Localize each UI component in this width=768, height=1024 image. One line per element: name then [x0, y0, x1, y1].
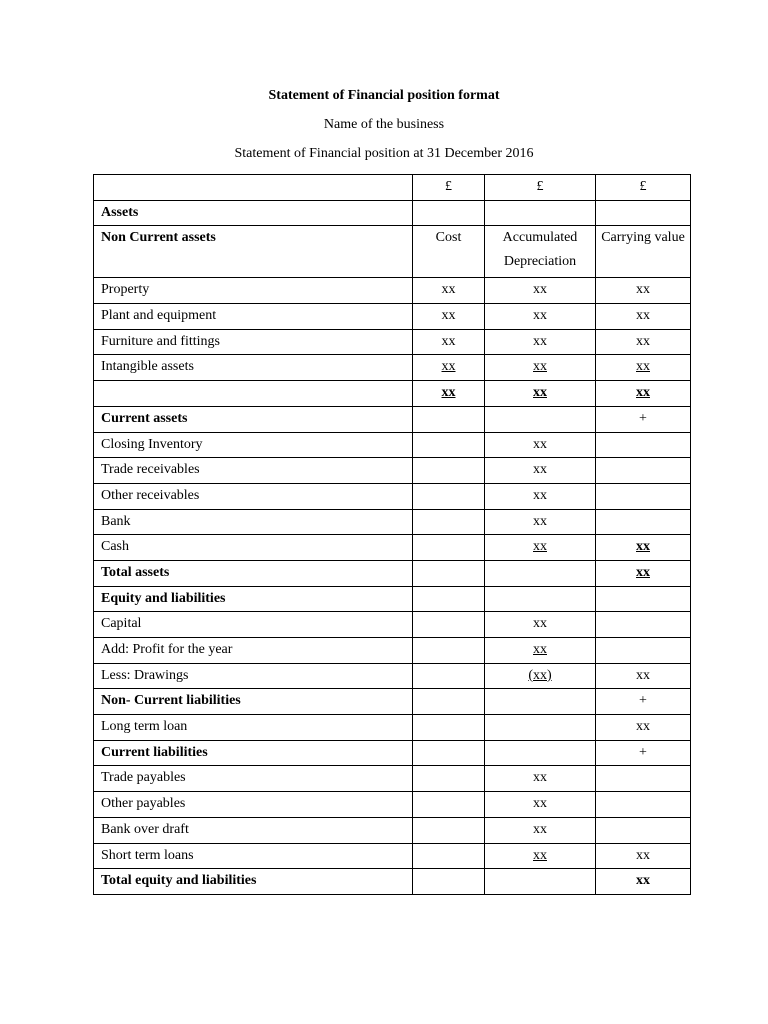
- value-carry: [596, 406, 691, 432]
- table-row: [94, 509, 691, 535]
- value-text: xx: [441, 333, 456, 349]
- value-cost: [413, 638, 485, 664]
- value-text: xx: [636, 873, 650, 889]
- row-label-short-term-loans: Short term loans: [94, 843, 413, 869]
- value-carry: [596, 432, 691, 458]
- value-carry: [596, 458, 691, 484]
- table-row: [94, 663, 691, 689]
- value-text: xx: [533, 821, 547, 837]
- currency-header-row: [94, 175, 691, 201]
- table-row: [94, 535, 691, 561]
- value-cost: [413, 406, 485, 432]
- row-label-other-receivables: Other receivables: [94, 483, 413, 509]
- table-row: [94, 304, 691, 330]
- row-label-less-drawings: Less: Drawings: [94, 663, 413, 689]
- value-carry: [596, 329, 691, 355]
- value-carry: [596, 689, 691, 715]
- value-text: xx: [533, 642, 547, 657]
- row-label-trade-payables: Trade payables: [94, 766, 413, 792]
- value-text: xx: [636, 847, 650, 863]
- value-text: xx: [636, 282, 650, 298]
- value-cost: [413, 843, 485, 869]
- table-row: [94, 715, 691, 741]
- currency-symbol-accumulated: £: [485, 175, 596, 201]
- table-row: [94, 381, 691, 407]
- table-row: [94, 432, 691, 458]
- value-cost: [413, 458, 485, 484]
- value-cost: [413, 612, 485, 638]
- value-cost: [413, 535, 485, 561]
- value-carry: [596, 638, 691, 664]
- value-text: xx: [636, 719, 650, 735]
- value-carry: [596, 740, 691, 766]
- value-cost: [413, 792, 485, 818]
- value-cost: [413, 689, 485, 715]
- value-acc: [485, 817, 596, 843]
- value-acc: [485, 355, 596, 381]
- value-carry: [596, 278, 691, 304]
- table-row: [94, 483, 691, 509]
- blank-header-cell: [94, 175, 413, 201]
- value-acc: [485, 689, 596, 715]
- value-cost: [413, 663, 485, 689]
- value-text: xx: [636, 385, 650, 401]
- row-label-total-equity-and-liabilities: Total equity and liabilities: [94, 869, 413, 895]
- table-row: [94, 278, 691, 304]
- value-carry: [596, 792, 691, 818]
- table-row: [94, 586, 691, 612]
- row-label-long-term-loan: Long term loan: [94, 715, 413, 741]
- value-acc: [485, 612, 596, 638]
- value-text: xx: [636, 359, 650, 375]
- table-row: [94, 458, 691, 484]
- value-text: +: [639, 744, 647, 760]
- row-label-closing-inventory: Closing Inventory: [94, 432, 413, 458]
- table-row: [94, 560, 691, 586]
- value-text: xx: [533, 847, 547, 863]
- table-row: [94, 355, 691, 381]
- value-text: xx: [533, 487, 547, 503]
- value-cost: [413, 715, 485, 741]
- value-text: (xx): [528, 667, 552, 683]
- value-acc: [485, 406, 596, 432]
- value-cost: [413, 560, 485, 586]
- table-row: [94, 792, 691, 818]
- row-label-current-assets: Current assets: [94, 406, 413, 432]
- row-label-bank-over-draft: Bank over draft: [94, 817, 413, 843]
- table-row: [94, 766, 691, 792]
- table-row: [94, 869, 691, 895]
- value-cost: [413, 329, 485, 355]
- value-acc: [485, 792, 596, 818]
- value-acc: [485, 432, 596, 458]
- table-row: [94, 406, 691, 432]
- value-text: xx: [533, 616, 547, 632]
- currency-symbol-cost: £: [413, 175, 485, 201]
- value-cost: [413, 586, 485, 612]
- value-cost: [413, 766, 485, 792]
- table-row: [94, 740, 691, 766]
- table-row: [94, 612, 691, 638]
- column-header-cost: Cost: [413, 226, 485, 278]
- value-acc: [485, 766, 596, 792]
- value-acc: [485, 200, 596, 226]
- value-carry: [596, 869, 691, 895]
- value-acc: [485, 843, 596, 869]
- value-carry: [596, 509, 691, 535]
- value-text: xx: [636, 564, 650, 580]
- table-row: [94, 200, 691, 226]
- row-label-bank: Bank: [94, 509, 413, 535]
- row-label-non-current-liabilities: Non- Current liabilities: [94, 689, 413, 715]
- value-text: xx: [533, 462, 547, 478]
- value-cost: [413, 355, 485, 381]
- value-text: xx: [533, 436, 547, 452]
- value-text: xx: [533, 333, 547, 349]
- row-label-cash: Cash: [94, 535, 413, 561]
- value-text: xx: [636, 539, 650, 555]
- value-acc: [485, 278, 596, 304]
- value-acc: [485, 560, 596, 586]
- non-current-assets-heading: Non Current assets: [94, 226, 413, 278]
- row-label-intangible-assets: Intangible assets: [94, 355, 413, 381]
- value-text: xx: [636, 333, 650, 349]
- value-text: +: [639, 410, 647, 426]
- value-carry: [596, 381, 691, 407]
- value-acc: [485, 586, 596, 612]
- value-carry: [596, 663, 691, 689]
- value-cost: [413, 304, 485, 330]
- column-header-row: [94, 226, 691, 278]
- row-label-other-payables: Other payables: [94, 792, 413, 818]
- value-acc: [485, 329, 596, 355]
- value-cost: [413, 740, 485, 766]
- value-acc: [485, 869, 596, 895]
- value-carry: [596, 766, 691, 792]
- value-carry: [596, 612, 691, 638]
- table-row: [94, 689, 691, 715]
- value-text: xx: [636, 308, 650, 324]
- table-row: [94, 329, 691, 355]
- value-text: xx: [441, 385, 456, 401]
- value-text: xx: [533, 282, 547, 298]
- row-label-furniture-and-fittings: Furniture and fittings: [94, 329, 413, 355]
- table-row: [94, 638, 691, 664]
- value-text: xx: [533, 796, 547, 812]
- value-acc: [485, 304, 596, 330]
- value-carry: [596, 586, 691, 612]
- value-text: xx: [441, 282, 456, 298]
- value-carry: [596, 304, 691, 330]
- value-text: xx: [533, 539, 547, 555]
- value-text: xx: [441, 308, 456, 324]
- table-row: [94, 817, 691, 843]
- business-name: Name of the business: [323, 117, 445, 132]
- row-label-add-profit-for-the-year: Add: Profit for the year: [94, 638, 413, 664]
- value-text: xx: [636, 667, 650, 683]
- value-text: +: [639, 693, 647, 709]
- value-carry: [596, 715, 691, 741]
- value-cost: [413, 200, 485, 226]
- row-label-trade-receivables: Trade receivables: [94, 458, 413, 484]
- value-text: xx: [533, 770, 547, 786]
- financial-position-table: [93, 174, 691, 895]
- value-cost: [413, 381, 485, 407]
- value-carry: [596, 560, 691, 586]
- column-header-carrying: Carrying value: [596, 226, 691, 278]
- row-label-equity-and-liabilities: Equity and liabilities: [94, 586, 413, 612]
- value-acc: [485, 535, 596, 561]
- value-carry: [596, 843, 691, 869]
- value-text: xx: [533, 308, 547, 324]
- currency-symbol-carrying: £: [596, 175, 691, 201]
- page-title: Statement of Financial position format: [268, 88, 500, 103]
- value-text: xx: [441, 359, 456, 375]
- statement-date: Statement of Financial position at 31 December 2016: [234, 146, 534, 161]
- row-label-subtotal: [94, 381, 413, 407]
- value-acc: [485, 740, 596, 766]
- value-acc: [485, 715, 596, 741]
- value-acc: [485, 458, 596, 484]
- value-acc: [485, 638, 596, 664]
- value-cost: [413, 278, 485, 304]
- value-cost: [413, 817, 485, 843]
- value-acc: [485, 663, 596, 689]
- value-carry: [596, 817, 691, 843]
- value-acc: [485, 381, 596, 407]
- value-carry: [596, 483, 691, 509]
- value-carry: [596, 535, 691, 561]
- value-text: xx: [533, 513, 547, 529]
- value-cost: [413, 869, 485, 895]
- value-carry: [596, 200, 691, 226]
- value-acc: [485, 483, 596, 509]
- row-label-plant-and-equipment: Plant and equipment: [94, 304, 413, 330]
- value-cost: [413, 509, 485, 535]
- value-text: xx: [533, 385, 547, 401]
- row-label-current-liabilities: Current liabilities: [94, 740, 413, 766]
- row-label-total-assets: Total assets: [94, 560, 413, 586]
- column-header-accumulated: Accumulated Depreciation: [485, 226, 596, 278]
- value-cost: [413, 432, 485, 458]
- row-label-assets: Assets: [94, 200, 413, 226]
- table-row: [94, 843, 691, 869]
- value-carry: [596, 355, 691, 381]
- value-text: xx: [533, 359, 547, 375]
- row-label-capital: Capital: [94, 612, 413, 638]
- value-cost: [413, 483, 485, 509]
- row-label-property: Property: [94, 278, 413, 304]
- value-acc: [485, 509, 596, 535]
